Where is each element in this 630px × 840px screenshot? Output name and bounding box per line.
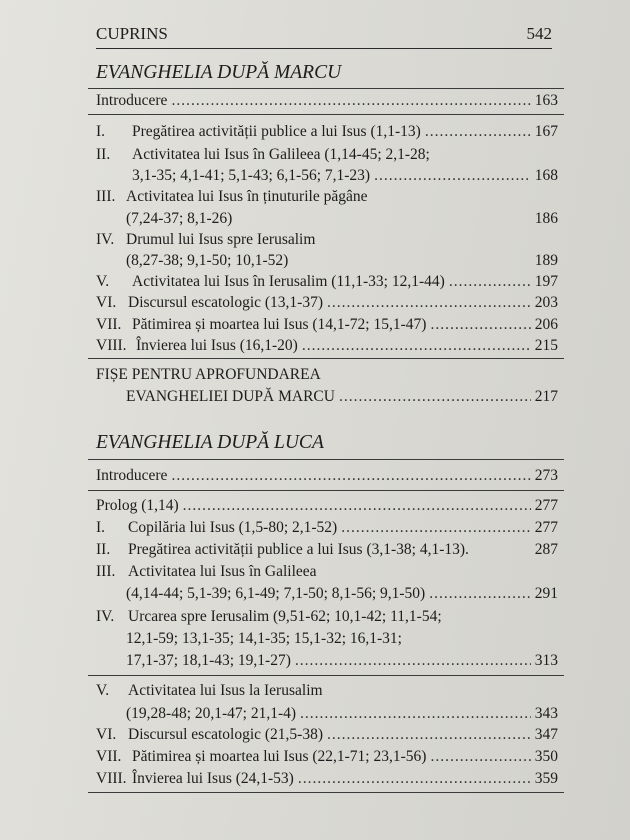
entry-number: I. bbox=[96, 123, 106, 140]
toc-entry-marcu-2 bbox=[132, 165, 558, 186]
entry-number: VIII. bbox=[96, 770, 127, 787]
toc-entry-marcu-5 bbox=[96, 271, 558, 292]
toc-entry-luca-1 bbox=[96, 517, 558, 538]
leader-dots bbox=[429, 583, 531, 604]
toc-entry-marcu-3-line1 bbox=[96, 186, 367, 207]
leader-dots bbox=[430, 314, 530, 335]
entry-number: VIII. bbox=[96, 337, 127, 354]
toc-entry-marcu-1 bbox=[96, 121, 558, 142]
toc-entry-fise-line1: FIȘE PENTRU APROFUNDAREA bbox=[96, 366, 321, 383]
entry-label-cont: (19,28-48; 20,1-47; 21,1-4) bbox=[126, 705, 297, 722]
toc-entry-luca-4-line2: 12,1-59; 13,1-35; 14,1-35; 15,1-32; 16,1-31; bbox=[126, 630, 402, 647]
leader-dots bbox=[302, 335, 531, 356]
section-divider bbox=[88, 490, 564, 491]
leader-dots bbox=[425, 121, 531, 142]
entry-label: Activitatea lui Isus la Ierusalim bbox=[128, 682, 323, 699]
entry-page: 273 bbox=[534, 467, 558, 484]
entry-page: 197 bbox=[534, 273, 558, 290]
entry-label: Învierea lui Isus (24,1-53) bbox=[132, 770, 294, 787]
entry-label-cont: (4,14-44; 5,1-39; 6,1-49; 7,1-50; 8,1-56; 9,1-50) bbox=[126, 585, 426, 602]
leader-dots bbox=[327, 724, 531, 745]
toc-entry-marcu-intro bbox=[96, 90, 558, 111]
entry-page: 350 bbox=[534, 748, 558, 765]
entry-page: 215 bbox=[534, 337, 558, 354]
entry-label: Prolog (1,14) bbox=[96, 497, 179, 514]
entry-label: Activitatea lui Isus în ținuturile păgâne bbox=[126, 188, 368, 205]
entry-page: 277 bbox=[534, 497, 558, 514]
toc-entry-fise bbox=[126, 386, 558, 407]
toc-entry-luca-3 bbox=[126, 583, 558, 604]
entry-number: I. bbox=[96, 519, 106, 536]
entry-label-cont: (7,24-37; 8,1-26) bbox=[126, 210, 233, 227]
entry-label-cont: 3,1-35; 4,1-41; 5,1-43; 6,1-56; 7,1-23) bbox=[132, 167, 371, 184]
entry-label: Discursul escatologic (21,5-38) bbox=[128, 726, 323, 743]
toc-entry-marcu-7 bbox=[96, 314, 558, 335]
entry-label: Discursul escatologic (13,1-37) bbox=[128, 294, 323, 311]
entry-label: Copilăria lui Isus (1,5-80; 2,1-52) bbox=[128, 519, 338, 536]
entry-page: 167 bbox=[534, 123, 558, 140]
entry-number: III. bbox=[96, 563, 116, 580]
leader-dots bbox=[341, 517, 531, 538]
entry-page: 347 bbox=[534, 726, 558, 743]
entry-number: V. bbox=[96, 682, 110, 699]
section-divider bbox=[88, 459, 564, 460]
entry-label: Introducere bbox=[96, 92, 168, 109]
entry-number: VI. bbox=[96, 294, 117, 311]
toc-entry-luca-3-line1 bbox=[96, 561, 317, 582]
leader-dots bbox=[295, 650, 531, 671]
entry-label: Pătimirea și moartea lui Isus (14,1-72; 15,1-47) bbox=[132, 316, 427, 333]
toc-entry-luca-4-line1 bbox=[96, 606, 442, 627]
toc-entry-marcu-2-line1 bbox=[96, 144, 430, 165]
entry-label: Pregătirea activității publice a lui Isus (1,1-13) bbox=[132, 123, 421, 140]
entry-page: 168 bbox=[534, 167, 558, 184]
entry-number: II. bbox=[96, 541, 111, 558]
entry-number: IV. bbox=[96, 608, 115, 625]
entry-page: 163 bbox=[534, 92, 558, 109]
toc-entry-marcu-3 bbox=[126, 208, 558, 229]
entry-number: III. bbox=[96, 188, 116, 205]
entry-page: 343 bbox=[534, 705, 558, 722]
toc-entry-luca-2 bbox=[96, 539, 558, 560]
toc-entry-marcu-4-line1 bbox=[96, 229, 315, 250]
entry-page: 359 bbox=[534, 770, 558, 787]
page-header bbox=[96, 24, 552, 49]
entry-page: 186 bbox=[534, 210, 558, 227]
entry-label: Pregătirea activității publice a lui Isus (3,1-38; 4,1-13). bbox=[128, 541, 469, 558]
entry-label: Activitatea lui Isus în Ierusalim (11,1-33; 12,1-44) bbox=[132, 273, 445, 290]
leader-dots bbox=[327, 292, 531, 313]
leader-dots bbox=[339, 386, 531, 407]
entry-number: VI. bbox=[96, 726, 117, 743]
entry-label: Pătimirea și moartea lui Isus (22,1-71; 23,1-56) bbox=[132, 748, 427, 765]
leader-dots bbox=[298, 768, 531, 789]
toc-entry-luca-6 bbox=[96, 724, 558, 745]
entry-page: 189 bbox=[534, 252, 558, 269]
toc-entry-marcu-4 bbox=[126, 250, 558, 271]
entry-page: 313 bbox=[534, 652, 558, 669]
section-title-luca: EVANGHELIA DUPĂ LUCA bbox=[96, 432, 324, 453]
entry-label-cont: EVANGHELIEI DUPĂ MARCU bbox=[126, 388, 335, 405]
leader-dots bbox=[449, 271, 531, 292]
toc-entry-luca-prolog bbox=[96, 495, 558, 516]
entry-label: Drumul lui Isus spre Ierusalim bbox=[126, 231, 316, 248]
leader-dots bbox=[374, 165, 531, 186]
leader-dots bbox=[300, 703, 531, 724]
toc-entry-luca-4 bbox=[126, 650, 558, 671]
toc-entry-luca-8 bbox=[96, 768, 558, 789]
entry-page: 217 bbox=[534, 388, 558, 405]
entry-page: 206 bbox=[534, 316, 558, 333]
section-divider bbox=[88, 675, 564, 676]
leader-dots bbox=[430, 746, 530, 767]
section-divider bbox=[88, 792, 564, 793]
section-divider bbox=[88, 88, 564, 89]
toc-entry-luca-5-line1 bbox=[96, 680, 323, 701]
toc-entry-luca-intro bbox=[96, 465, 558, 486]
header-page-number: 542 bbox=[526, 24, 552, 43]
entry-page: 291 bbox=[534, 585, 558, 602]
toc-entry-marcu-8 bbox=[96, 335, 558, 356]
entry-number: VII. bbox=[96, 748, 122, 765]
leader-dots bbox=[171, 465, 530, 486]
entry-number: VII. bbox=[96, 316, 122, 333]
section-title-marcu: EVANGHELIA DUPĂ MARCU bbox=[96, 62, 342, 83]
leader-dots bbox=[171, 90, 530, 111]
entry-label: Învierea lui Isus (16,1-20) bbox=[136, 337, 298, 354]
toc-entry-marcu-6 bbox=[96, 292, 558, 313]
entry-page: 203 bbox=[534, 294, 558, 311]
entry-label-cont: 17,1-37; 18,1-43; 19,1-27) bbox=[126, 652, 291, 669]
entry-label: Activitatea lui Isus în Galileea (1,14-45; 2,1-28; bbox=[132, 146, 430, 163]
section-divider bbox=[88, 114, 564, 115]
leader-dots bbox=[183, 495, 531, 516]
entry-page: 277 bbox=[534, 519, 558, 536]
entry-label: Introducere bbox=[96, 467, 168, 484]
toc-entry-luca-7 bbox=[96, 746, 558, 767]
entry-number: V. bbox=[96, 273, 110, 290]
entry-label: Activitatea lui Isus în Galileea bbox=[128, 563, 317, 580]
entry-number: IV. bbox=[96, 231, 115, 248]
entry-page: 287 bbox=[534, 541, 558, 558]
header-title: CUPRINS bbox=[96, 24, 168, 43]
toc-entry-luca-5 bbox=[126, 703, 558, 724]
entry-number: II. bbox=[96, 146, 111, 163]
entry-label-cont: (8,27-38; 9,1-50; 10,1-52) bbox=[126, 252, 289, 269]
entry-label: Urcarea spre Ierusalim (9,51-62; 10,1-42; 11,1-54; bbox=[128, 608, 442, 625]
section-divider bbox=[88, 358, 564, 359]
